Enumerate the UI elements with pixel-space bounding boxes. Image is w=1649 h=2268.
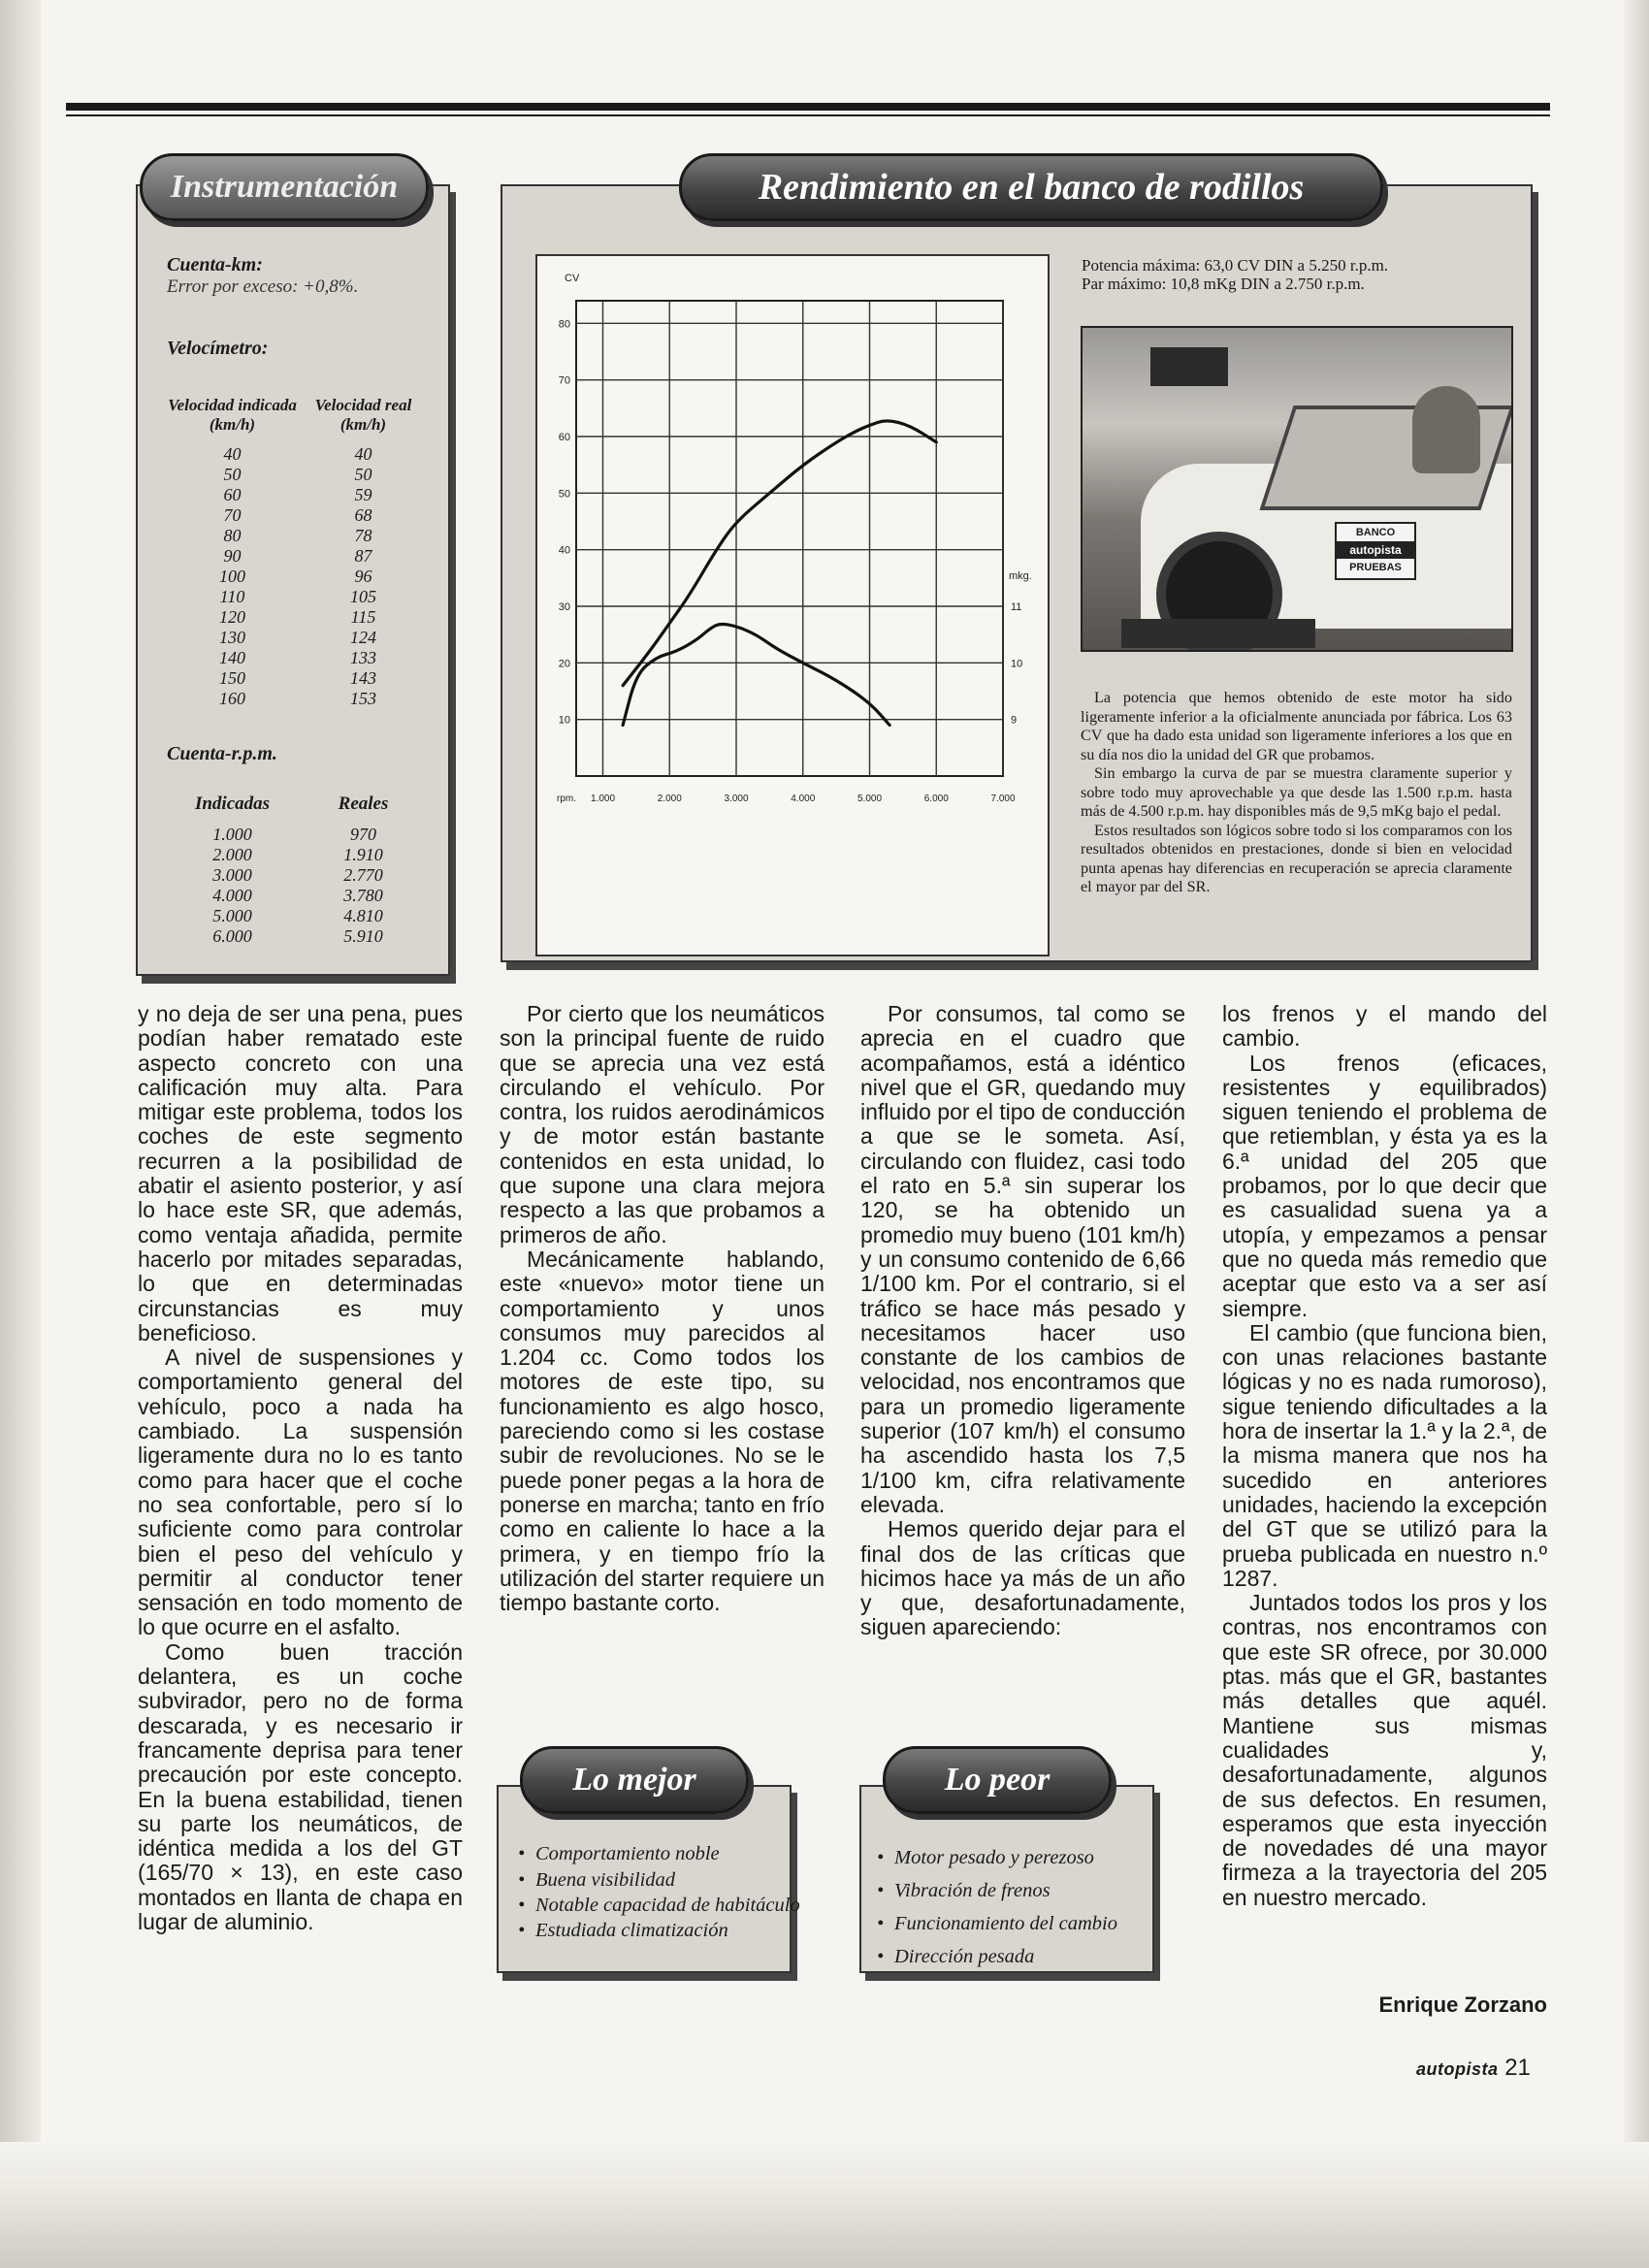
speed-indicated: 50 [223, 465, 242, 484]
paragraph: Juntados todos los pros y los contras, nos encontramos con que este SR ofrece, por 30.000 ptas. más que el GR, bastantes más detalles que aquél. Mantiene sus mismas cualidades y, desafortunadamente, algunos de sus defectos. En resumen, esperamos que esta inyección de novedades dé una mayor firmeza a la trayectoria del 205 en nuestro mercado. [1222, 1590, 1547, 1910]
x-tick-label: 5.000 [857, 794, 883, 804]
y2-axis-label: mkg. [1009, 570, 1032, 582]
speedometer-label: Velocímetro: [167, 338, 269, 359]
rpm-indicated: 4.000 [212, 886, 252, 905]
x-tick-label: 7.000 [990, 794, 1016, 804]
photo-display [1150, 347, 1228, 386]
rpm-row [167, 845, 429, 865]
speed-real: 59 [354, 485, 372, 504]
rpm-table-header [167, 794, 429, 815]
photo-roller [1121, 619, 1315, 648]
best-title: Lo mejor [520, 1746, 749, 1814]
speed-real: 50 [354, 465, 372, 484]
rpm-real: 1.910 [343, 845, 383, 864]
odometer-error: Error por exceso: +0,8%. [167, 276, 359, 297]
rpm-indicated: 3.000 [212, 865, 252, 885]
rpm-real: 970 [350, 825, 376, 844]
photo-sign-mid: autopista [1337, 541, 1414, 559]
speed-row [167, 485, 429, 505]
speed-row [167, 444, 429, 465]
y2-tick-label: 11 [1011, 601, 1022, 613]
speed-real: 105 [350, 587, 376, 606]
speed-indicated: 100 [219, 567, 245, 586]
speed-indicated: 40 [223, 444, 242, 464]
worst-title: Lo peor [883, 1746, 1112, 1814]
speed-indicated: 110 [219, 587, 245, 606]
paragraph: los frenos y el mando del cambio. [1222, 1001, 1547, 1052]
y-tick-label: 30 [558, 601, 570, 613]
caption-paragraph: La potencia que hemos obtenido de este motor ha sido ligeramente inferior a la oficialmente anunciada por fábrica. Los 63 CV que ha dado esta unidad son ligeramente inferiores a los que en su día nos dio la unidad del GR que probamos. [1081, 689, 1512, 763]
paragraph: Mecánicamente hablando, este «nuevo» motor tiene un comportamiento y unos consumos muy parecidos al 1.204 cc. Como todos los motores de este tipo, su funcionamiento es algo hosco, pareciendo como si les costase subir de revoluciones. No se le puede poner pegas a la hora de ponerse en marcha; tanto en frío como en caliente lo hace a la primera, y en tiempo frío la utilización del starter requiere un tiempo bastante corto. [500, 1246, 824, 1616]
rpm-real: 3.780 [343, 886, 383, 905]
paragraph: y no deja de ser una pena, pues podían haber rematado este aspecto concreto con una calificación muy alta. Para mitigar este problema, todos los coches de este segmento recurren a la posibilidad de abatir el asiento posterior, y así lo hace este SR, que además, como ventaja añadida, permite hacerlo por mitades separadas, lo que en determinadas circunstancias es muy beneficioso. [138, 1001, 463, 1345]
y2-tick-label: 10 [1011, 658, 1023, 670]
worst-item: • Funcionamiento del cambio [873, 1907, 1164, 1940]
y-tick-label: 50 [558, 488, 570, 501]
best-item: • Buena visibilidad [514, 1867, 805, 1894]
speed-table-header [167, 396, 429, 435]
torque-curve [623, 624, 889, 725]
rpm-real: 2.770 [343, 865, 383, 885]
footer-brand: autopista [1416, 2059, 1499, 2079]
paragraph: Por consumos, tal como se aprecia en el cuadro que acompañamos, está a idéntico nivel que el GR, quedando muy influido por el tipo de conducción a que se le someta. Así, circulando con fluidez, casi todo el rato en 5.ª sin superar los 120, se ha obtenido un promedio muy bueno (101 km/h) y un consumo contenido de 6,66 1/100 km. Por el contrario, si el tráfico se hace más pesado y necesitamos hacer uso constante de los cambios de velocidad, nos encontramos que para un promedio ligeramente superior (107 km/h) el consumo ha ascendido hasta los 7,5 1/100 km, cifra relativamente elevada. [860, 1001, 1186, 1517]
speed-indicated: 130 [219, 628, 245, 647]
body-column-2 [500, 1002, 824, 1615]
worst-item: • Vibración de frenos [873, 1874, 1164, 1907]
speed-real: 40 [354, 444, 372, 464]
caption-paragraph: Sin embargo la curva de par se muestra claramente superior y sobre todo muy aprovechable ya que desde las 1.500 r.p.m. hasta más de 4.500 r.p.m. hay disponibles más de 9,5 mKg bajo el pedal. [1081, 764, 1512, 820]
best-item: • Notable capacidad de habitáculo [514, 1894, 805, 1918]
rpm-row [167, 906, 429, 926]
speed-row [167, 526, 429, 546]
page-edge-left [0, 0, 41, 2268]
paragraph: Hemos querido dejar para el final dos de las críticas que hicimos hace ya más de un año y que, desafortunadamente, siguen apareciendo: [860, 1516, 1185, 1640]
odometer-block [167, 254, 448, 298]
paragraph: Por cierto que los neumáticos son la principal fuente de ruido que se aprecia una vez está circulando el vehículo. Por contra, los ruidos aerodinámicos y de motor están bastante contenidos en esta unidad, lo que supone una clara mejora respecto a las que probamos a primeros de año. [500, 1001, 824, 1247]
speed-table [167, 444, 429, 709]
speed-row [167, 668, 429, 689]
speed-indicated: 160 [219, 689, 245, 708]
paragraph: El cambio (que funciona bien, con unas relaciones bastante lógicas y no es nada rumoroso), sigue teniendo dificultades a la hora de insertar la 1.ª y la 2.ª, de la misma manera que nos ha sucedido en anteriores unidades, haciendo la excepción del GT que se utilizó para la prueba publicada en nuestro n.º 1287. [1222, 1319, 1547, 1591]
y-tick-label: 80 [558, 318, 570, 331]
rpm-row [167, 865, 429, 886]
rpm-head-real: Reales [338, 794, 389, 814]
spec-torque: Par máximo: 10,8 mKg DIN a 2.750 r.p.m. [1082, 275, 1365, 293]
top-rule-thin [66, 114, 1550, 116]
paragraph: Los frenos (eficaces, resistentes y equilibrados) siguen teniendo el problema de que retiemblan, y ésta ya es la 6.ª unidad del 205 que probamos, por lo que decir que es casualidad suena ya a utopía, y empezamos a pensar que no queda más remedio que aceptar que esto va a ser así siempre. [1222, 1050, 1547, 1321]
body-column-1 [138, 1002, 463, 1934]
rpm-indicated: 6.000 [212, 926, 252, 946]
speed-head-real: Velocidad real (km/h) [314, 396, 412, 434]
speed-row [167, 689, 429, 709]
x-axis-label: rpm. [557, 794, 576, 804]
rpm-indicated: 2.000 [212, 845, 252, 864]
body-column-4 [1222, 1002, 1547, 1910]
page-edge-bottom [0, 2142, 1649, 2268]
photo-sign-bottom: PRUEBAS [1349, 562, 1402, 573]
x-tick-label: 1.000 [590, 794, 616, 804]
x-tick-label: 6.000 [923, 794, 949, 804]
y-tick-label: 20 [558, 658, 570, 670]
rpm-indicated: 1.000 [212, 825, 252, 844]
worst-item: • Dirección pesada [873, 1940, 1164, 1973]
speed-indicated: 60 [223, 485, 242, 504]
paragraph: Como buen tracción delantera, es un coche subvirador, pero no de forma descarada, y es necesario ir francamente deprisa para tener precaución por este concepto. En la buena estabilidad, tienen su parte los neumáticos, de idéntica medida a los del GT (165/70 × 13), en este caso montados en llanta de chapa en lugar de aluminio. [138, 1638, 463, 1934]
caption-paragraph: Estos resultados son lógicos sobre todo si los comparamos con los resultados obtenidos en prestaciones, donde si bien en velocidad punta apenas hay diferencias en recuperación se aprecia claramente el mayor par del SR. [1081, 821, 1512, 895]
speed-indicated: 80 [223, 526, 242, 545]
speed-real: 96 [354, 567, 372, 586]
rpm-row [167, 926, 429, 947]
dyno-title: Rendimiento en el banco de rodillos [679, 153, 1383, 221]
best-item: • Estudiada climatización [514, 1918, 805, 1944]
rpm-real: 4.810 [343, 906, 383, 925]
photo-sign [1335, 522, 1416, 580]
dyno-specs [1082, 256, 1508, 293]
dyno-caption [1081, 689, 1512, 897]
speed-head-indicated: Velocidad indicada (km/h) [168, 396, 297, 434]
page-edge-right [1624, 0, 1649, 2268]
worst-list [873, 1841, 1164, 1973]
speed-real: 133 [350, 648, 376, 667]
y-tick-label: 10 [558, 714, 570, 727]
speed-real: 115 [350, 607, 376, 627]
chart-panel [535, 254, 1050, 956]
speed-row [167, 628, 429, 648]
speed-row [167, 505, 429, 526]
rpm-row [167, 825, 429, 845]
best-list [514, 1841, 805, 1944]
page-footer [1416, 2055, 1531, 2082]
body-column-3 [860, 1002, 1185, 1640]
tach-label: Cuenta-r.p.m. [167, 743, 277, 764]
speed-indicated: 90 [223, 546, 242, 566]
photo-driver [1412, 386, 1480, 473]
speed-row [167, 607, 429, 628]
rpm-indicated: 5.000 [212, 906, 252, 925]
speed-real: 153 [350, 689, 376, 708]
rpm-head-indicated: Indicadas [194, 794, 271, 814]
y2-tick-label: 9 [1011, 714, 1018, 727]
y-axis-label: CV [565, 273, 580, 284]
y-tick-label: 40 [558, 544, 570, 557]
paragraph: A nivel de suspensiones y comportamiento general del vehículo, poco a nada ha cambiado. La suspensión ligeramente dura no lo es tanto como para hacer que el coche no sea confortable, pero sí lo suficiente como para controlar bien el peso del vehículo y permitir al conductor tener sensación en todo momento de lo que ocurre en el asfalto. [138, 1345, 463, 1640]
speed-indicated: 140 [219, 648, 245, 667]
speed-row [167, 546, 429, 567]
y-tick-label: 60 [558, 432, 570, 443]
spec-power: Potencia máxima: 63,0 CV DIN a 5.250 r.p.m. [1082, 256, 1389, 275]
instrumentation-title: Instrumentación [140, 153, 429, 221]
author-signature: Enrique Zorzano [1378, 1993, 1547, 2017]
speed-real: 87 [354, 546, 372, 566]
rpm-row [167, 886, 429, 906]
speed-row [167, 587, 429, 607]
speed-indicated: 120 [219, 607, 245, 627]
speed-real: 143 [350, 668, 376, 688]
rpm-real: 5.910 [343, 926, 383, 946]
y-tick-label: 70 [558, 374, 570, 387]
plot-frame [576, 301, 1003, 776]
page-number: 21 [1504, 2055, 1531, 2081]
odometer-label: Cuenta-km: [167, 254, 263, 275]
speed-row [167, 567, 429, 587]
worst-item: • Motor pesado y perezoso [873, 1841, 1164, 1874]
power-torque-chart [537, 256, 1048, 955]
x-tick-label: 3.000 [724, 794, 749, 804]
photo-sign-top: BANCO [1355, 527, 1396, 538]
speed-indicated: 150 [219, 668, 245, 688]
dyno-photo [1081, 326, 1513, 652]
speed-real: 68 [354, 505, 372, 525]
speed-row [167, 465, 429, 485]
x-tick-label: 4.000 [791, 794, 816, 804]
rpm-table [167, 825, 429, 947]
speed-real: 124 [350, 628, 376, 647]
x-tick-label: 2.000 [657, 794, 682, 804]
best-item: • Comportamiento noble [514, 1841, 805, 1867]
top-rule [66, 103, 1550, 111]
speed-indicated: 70 [223, 505, 242, 525]
speed-row [167, 648, 429, 668]
speed-real: 78 [354, 526, 372, 545]
